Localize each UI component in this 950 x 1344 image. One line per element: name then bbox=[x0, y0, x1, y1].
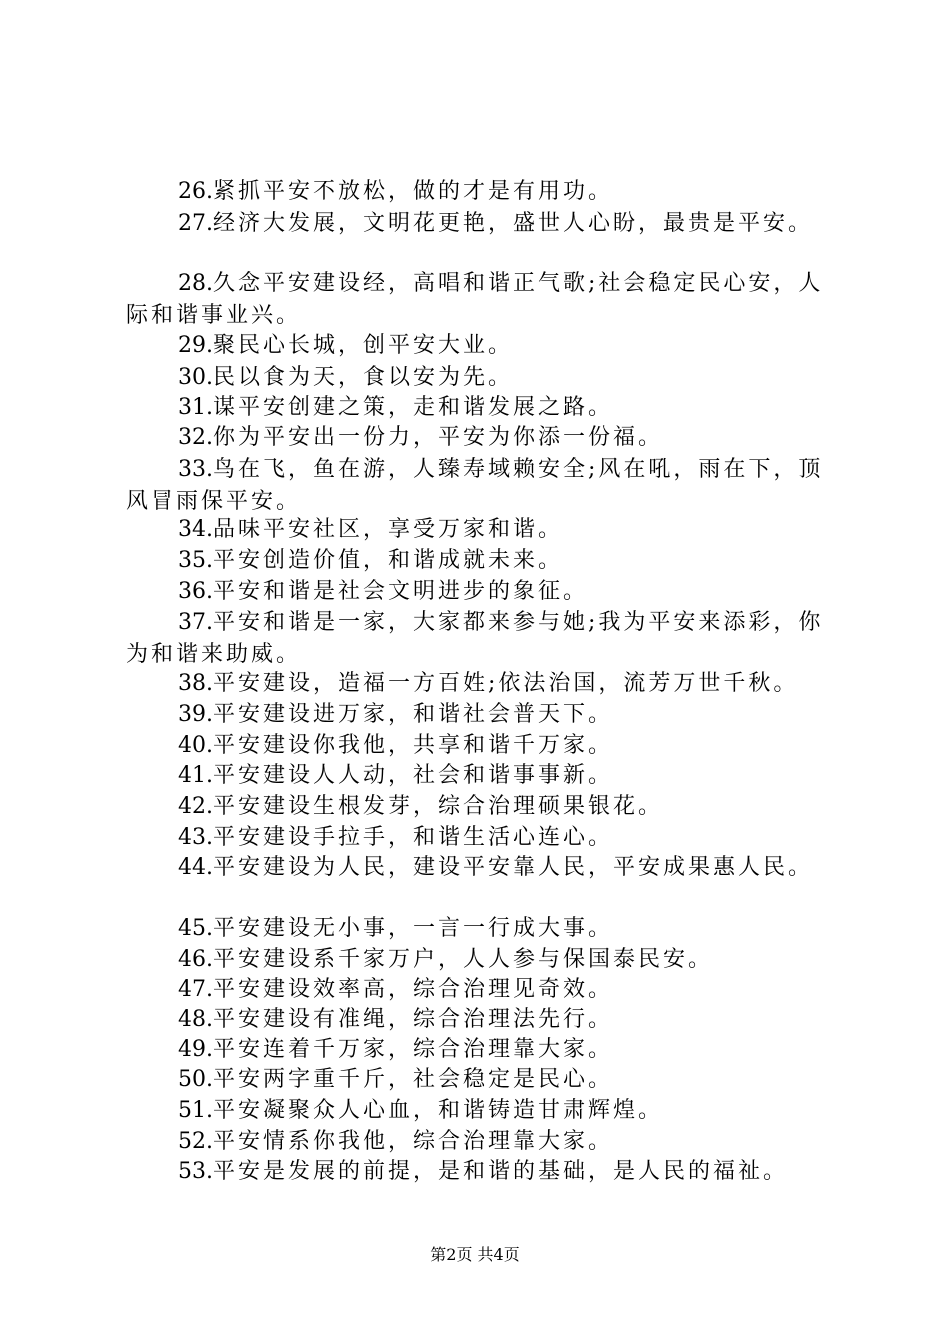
item-text: 品味平安社区，享受万家和谐。 bbox=[213, 517, 564, 542]
list-item bbox=[126, 422, 826, 454]
list-item bbox=[126, 1004, 826, 1036]
item-number: 50. bbox=[178, 1067, 213, 1092]
item-number: 29. bbox=[178, 333, 213, 358]
item-number: 49. bbox=[178, 1037, 213, 1062]
item-text: 平安凝聚众人心血，和谐铸造甘肃辉煌。 bbox=[213, 1098, 664, 1123]
list-item bbox=[126, 1156, 826, 1188]
item-number: 45. bbox=[178, 916, 213, 941]
item-number: 34. bbox=[178, 517, 213, 542]
item-number: 28. bbox=[178, 271, 213, 296]
item-text: 经济大发展，文明花更艳，盛世人心盼，最贵是平安。 bbox=[213, 211, 814, 236]
item-text: 平安建设有准绳，综合治理法先行。 bbox=[213, 1007, 614, 1032]
list-item bbox=[126, 822, 826, 854]
item-text: 谋平安创建之策，走和谐发展之路。 bbox=[213, 395, 614, 420]
list-item bbox=[126, 1095, 826, 1127]
item-number: 42. bbox=[178, 794, 213, 819]
item-text: 平安建设为人民，建设平安靠人民，平安成果惠人民。 bbox=[213, 855, 814, 880]
item-number: 30. bbox=[178, 365, 213, 390]
list-item bbox=[126, 514, 826, 546]
item-number: 35. bbox=[178, 548, 213, 573]
item-number: 51. bbox=[178, 1098, 213, 1123]
item-text: 你为平安出一份力，平安为你添一份福。 bbox=[213, 425, 664, 450]
item-number: 47. bbox=[178, 977, 213, 1002]
item-text: 鸟在飞，鱼在游，人臻寿域赖安全;风在吼，雨在下，顶风冒雨保平安。 bbox=[126, 457, 824, 514]
list-item bbox=[126, 208, 826, 240]
item-number: 39. bbox=[178, 702, 213, 727]
list-item bbox=[126, 454, 826, 518]
item-number: 27. bbox=[178, 211, 213, 236]
item-number: 48. bbox=[178, 1007, 213, 1032]
list-item bbox=[126, 392, 826, 424]
list-item bbox=[126, 791, 826, 823]
item-text: 久念平安建设经，高唱和谐正气歌;社会稳定民心安，人际和谐事业兴。 bbox=[126, 271, 824, 328]
item-number: 37. bbox=[178, 610, 213, 635]
item-number: 26. bbox=[178, 179, 213, 204]
item-text: 平安建设，造福一方百姓;依法治国，流芳万世千秋。 bbox=[213, 671, 799, 696]
list-item bbox=[126, 730, 826, 762]
item-text: 平安建设生根发芽，综合治理硕果银花。 bbox=[213, 794, 664, 819]
item-number: 53. bbox=[178, 1159, 213, 1184]
item-text: 紧抓平安不放松，做的才是有用功。 bbox=[213, 179, 614, 204]
item-text: 平安和谐是社会文明进步的象征。 bbox=[213, 579, 589, 604]
item-text: 平安建设人人动，社会和谐事事新。 bbox=[213, 763, 614, 788]
item-number: 40. bbox=[178, 733, 213, 758]
list-item bbox=[126, 1126, 826, 1158]
item-text: 平安和谐是一家，大家都来参与她;我为平安来添彩，你为和谐来助威。 bbox=[126, 610, 824, 667]
item-text: 平安建设手拉手，和谐生活心连心。 bbox=[213, 825, 614, 850]
item-text: 平安建设效率高，综合治理见奇效。 bbox=[213, 977, 614, 1002]
item-text: 平安建设进万家，和谐社会普天下。 bbox=[213, 702, 614, 727]
list-item bbox=[126, 668, 826, 700]
list-item bbox=[126, 852, 826, 884]
item-number: 33. bbox=[178, 457, 213, 482]
item-text: 聚民心长城，创平安大业。 bbox=[213, 333, 514, 358]
list-item bbox=[126, 913, 826, 945]
list-item bbox=[126, 576, 826, 608]
item-number: 43. bbox=[178, 825, 213, 850]
item-text: 平安建设无小事，一言一行成大事。 bbox=[213, 916, 614, 941]
item-number: 44. bbox=[178, 855, 213, 880]
list-item bbox=[126, 699, 826, 731]
list-item bbox=[126, 1064, 826, 1096]
item-text: 平安创造价值，和谐成就未来。 bbox=[213, 548, 564, 573]
item-text: 平安情系你我他，综合治理靠大家。 bbox=[213, 1129, 614, 1154]
list-item bbox=[126, 1034, 826, 1066]
list-item bbox=[126, 176, 826, 208]
page-footer: 第2页 共4页 bbox=[430, 1245, 520, 1264]
item-text: 平安两字重千斤，社会稳定是民心。 bbox=[213, 1067, 614, 1092]
item-number: 32. bbox=[178, 425, 213, 450]
item-text: 民以食为天，食以安为先。 bbox=[213, 365, 514, 390]
item-number: 36. bbox=[178, 579, 213, 604]
item-number: 38. bbox=[178, 671, 213, 696]
list-item bbox=[126, 545, 826, 577]
item-number: 52. bbox=[178, 1129, 213, 1154]
list-item bbox=[126, 362, 826, 394]
item-number: 41. bbox=[178, 763, 213, 788]
item-text: 平安连着千万家，综合治理靠大家。 bbox=[213, 1037, 614, 1062]
list-item bbox=[126, 760, 826, 792]
list-item bbox=[126, 944, 826, 976]
list-item bbox=[126, 268, 826, 332]
item-text: 平安是发展的前提，是和谐的基础，是人民的福祉。 bbox=[213, 1159, 789, 1184]
list-item bbox=[126, 607, 826, 671]
item-text: 平安建设系千家万户，人人参与保国泰民安。 bbox=[213, 947, 714, 972]
item-text: 平安建设你我他，共享和谐千万家。 bbox=[213, 733, 614, 758]
list-item bbox=[126, 974, 826, 1006]
list-item bbox=[126, 330, 826, 362]
item-number: 31. bbox=[178, 395, 213, 420]
item-number: 46. bbox=[178, 947, 213, 972]
